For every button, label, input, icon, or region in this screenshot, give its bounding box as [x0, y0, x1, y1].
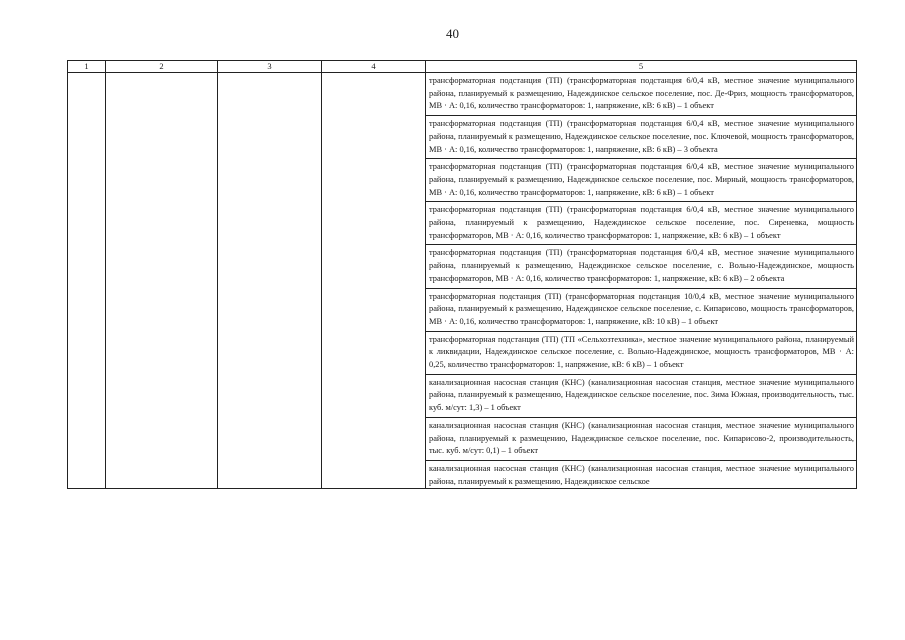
header-col-5: 5	[426, 61, 857, 73]
list-item: трансформаторная подстанция (ТП) (трансформаторная подстанция 6/0,4 кВ, местное значение муниципального района, планируемый к размещению, Надеждинское сельское поселение, с. Вольно-Надеждинское, мощность трансформаторов, МВ · А: 0,16, количество трансформаторов: 1, напряжение, кВ: 6 кВ) – 2 объекта	[426, 245, 856, 288]
list-item: трансформаторная подстанция (ТП) (трансформаторная подстанция 6/0,4 кВ, местное значение муниципального района, планируемый к размещению, Надеждинское сельское поселение, пос. Ключевой, мощность трансформаторов, МВ · А: 0,16, количество трансформаторов: 1, напряжение, кВ: 6 кВ) – 3 объекта	[426, 116, 856, 159]
cell-col-2	[106, 73, 218, 489]
list-item: трансформаторная подстанция (ТП) (трансформаторная подстанция 10/0,4 кВ, местное значение муниципального района, планируемый к размещению, Надеждинское сельское поселение, с. Кипарисово, мощность трансформаторов, МВ · А: 0,16, количество трансформаторов: 1, напряжение, кВ: 10 кВ) – 1 объект	[426, 289, 856, 332]
cell-col-5	[426, 73, 857, 489]
list-item: трансформаторная подстанция (ТП) (трансформаторная подстанция 6/0,4 кВ, местное значение муниципального района, планируемый к размещению, Надеждинское сельское поселение, пос. Сиреневка, мощность трансформаторов, МВ · А: 0,16, количество трансформаторов: 1, напряжение, кВ: 6 кВ) – 1 объект	[426, 202, 856, 245]
header-col-2: 2	[106, 61, 218, 73]
list-item: канализационная насосная станция (КНС) (канализационная насосная станция, местное значение муниципального района, планируемый к размещению, Надеждинское сельское поселение, пос. Кипарисово-2, производительность, тыс. куб. м/сут: 0,1) – 1 объект	[426, 418, 856, 461]
list-item: трансформаторная подстанция (ТП) (трансформаторная подстанция 6/0,4 кВ, местное значение муниципального района, планируемый к размещению, Надеждинское сельское поселение, пос. Мирный, мощность трансформаторов, МВ · А: 0,16, количество трансформаторов: 1, напряжение, кВ: 6 кВ) – 1 объект	[426, 159, 856, 202]
list-item: канализационная насосная станция (КНС) (канализационная насосная станция, местное значение муниципального района, планируемый к размещению, Надеждинское сельское	[429, 463, 854, 486]
page-number: 40	[446, 26, 459, 41]
data-table	[67, 60, 857, 489]
list-item: трансформаторная подстанция (ТП) (трансформаторная подстанция 6/0,4 кВ, местное значение муниципального района, планируемый к размещению, Надеждинское сельское поселение, пос. Де-Фриз, мощность трансформаторов, МВ · А: 0,16, количество трансформаторов: 1, напряжение, кВ: 6 кВ) – 1 объект	[426, 73, 856, 116]
list-item: канализационная насосная станция (КНС) (канализационная насосная станция, местное значение муниципального района, планируемый к размещению, Надеждинское сельское поселение, пос. Зима Южная, производительность, тыс. куб. м/сут: 1,3) – 1 объект	[426, 375, 856, 418]
header-col-1: 1	[68, 61, 106, 73]
table-header-row	[68, 61, 857, 73]
cell-col-1	[68, 73, 106, 489]
cell-col-3	[218, 73, 322, 489]
cell-col-4	[322, 73, 426, 489]
header-col-3: 3	[218, 61, 322, 73]
table-row	[68, 73, 857, 489]
list-item: трансформаторная подстанция (ТП) (ТП «Сельхозтехника», местное значение муниципального района, планируемый к ликвидации, Надеждинское сельское поселение, с. Вольно-Надеждинское, мощность трансформаторов, МВ · А: 0,25, количество трансформаторов: 1, напряжение, кВ: 6 кВ) – 1 объект	[426, 332, 856, 375]
header-col-4: 4	[322, 61, 426, 73]
